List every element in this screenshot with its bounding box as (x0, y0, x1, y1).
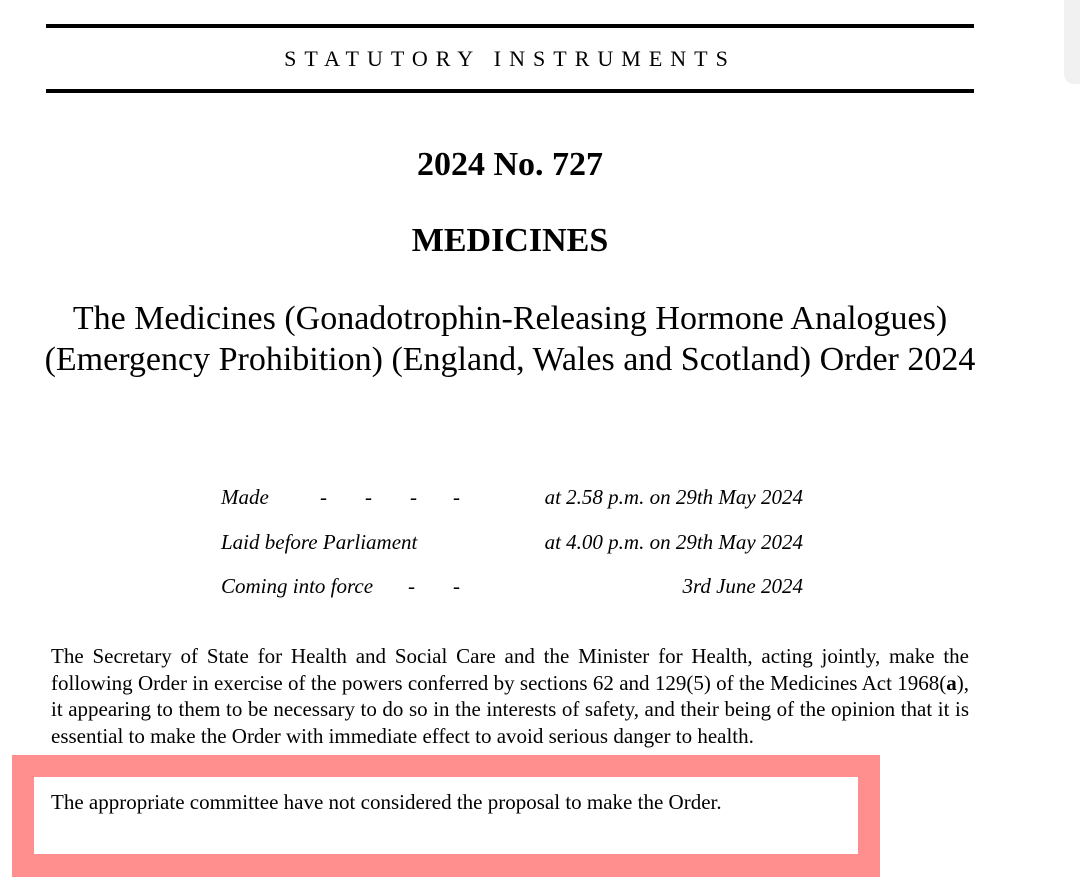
date-row-force (221, 574, 803, 619)
leader-dash: - (408, 574, 415, 598)
preamble-paragraph-2: The appropriate committee have not considered the proposal to make the Order. (51, 790, 722, 814)
preamble-text-start: The Secretary of State for Health and Social Care and the Minister for Health, acting jointly, make the following Order in exercise of the powers conferred by sections 62 and 129(5) of the Medicines Act 1968( (51, 644, 969, 695)
leader-dash: - (410, 485, 417, 509)
date-row-made (221, 485, 803, 530)
instrument-subject: MEDICINES (411, 222, 609, 259)
series-label: STATUTORY INSTRUMENTS (284, 46, 736, 71)
made-label: Made (221, 485, 269, 509)
force-value: 3rd June 2024 (682, 574, 803, 598)
preamble (51, 643, 969, 816)
leader-dash: - (365, 485, 372, 509)
leader-dash: - (453, 485, 460, 509)
header-top-rule (46, 24, 974, 28)
preamble-text-end: ), it appearing to them to be necessary to do so in the interests of safety, and their being of the opinion that it is essential to make the Order with immediate effect to avoid serious danger to health. (51, 670, 969, 748)
instrument-title: The Medicines (Gonadotrophin-Releasing Hormone Analogues) (Emergency Prohibition) (England, Wales and Scotland) Order 2024 (44, 300, 976, 378)
dates-table (221, 485, 803, 619)
preamble-paragraph-1 (51, 643, 969, 749)
instrument-number: 2024 No. 727 (416, 146, 604, 183)
header-bottom-rule (46, 89, 974, 93)
date-row-laid (221, 530, 803, 575)
scrollbar-tab[interactable] (1064, 0, 1080, 84)
leader-dash: - (320, 485, 327, 509)
laid-label: Laid before Parliament (221, 529, 418, 554)
footnote-link[interactable]: a (946, 670, 957, 695)
force-label: Coming into force (221, 574, 374, 598)
leader-dash: - (453, 574, 460, 598)
made-value: at 2.58 p.m. on 29th May 2024 (544, 485, 803, 509)
laid-value: at 4.00 p.m. on 29th May 2024 (544, 529, 803, 554)
